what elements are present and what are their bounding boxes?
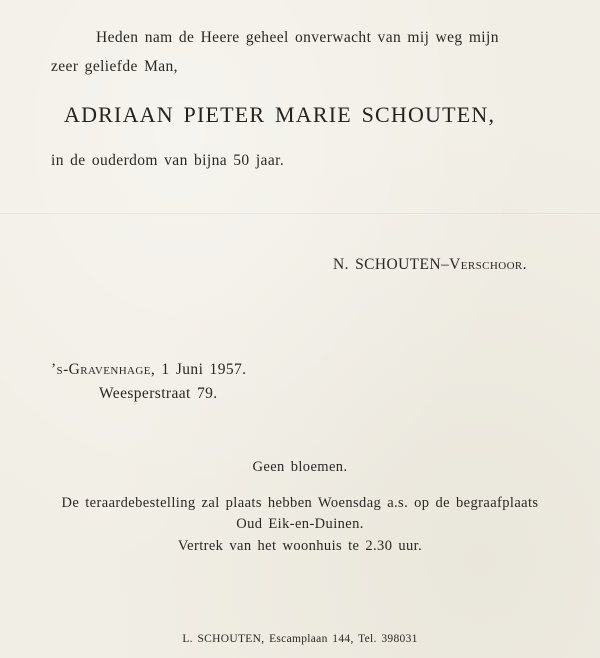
no-flowers-notice: Geen bloemen.: [252, 459, 348, 475]
deceased-name: ADRIAAN PIETER MARIE SCHOUTEN,: [64, 102, 496, 127]
footer-contact: L. SCHOUTEN, Escamplaan 144, Tel. 398031: [182, 633, 418, 645]
departure-notice: Vertrek van het woonhuis te 2.30 uur.: [177, 538, 423, 554]
paper-fold-line: [0, 213, 600, 215]
age-line: in de ouderdom van bijna 50 jaar.: [51, 152, 285, 169]
announcement-line-2: zeer geliefde Man,: [51, 58, 178, 75]
announcement-line-1: Heden nam de Heere geheel onverwacht van mij weg mijn: [96, 29, 499, 46]
home-address: Weesperstraat 79.: [99, 385, 218, 402]
signature-dash: –: [441, 256, 450, 273]
widow-signature: [333, 256, 527, 274]
funeral-notice-line-2: Oud Eik-en-Duinen.: [236, 516, 364, 532]
signature-name-second: Verschoor.: [449, 256, 527, 273]
place-date-line: [51, 361, 246, 379]
city-name: ’s-Gravenhage: [51, 361, 151, 378]
date-text: , 1 Juni 1957.: [150, 361, 247, 378]
signature-name-first: N. SCHOUTEN: [333, 256, 442, 273]
funeral-notice-line-1: De teraardebestelling zal plaats hebben Woensdag a.s. op de begraafplaats: [61, 495, 539, 511]
